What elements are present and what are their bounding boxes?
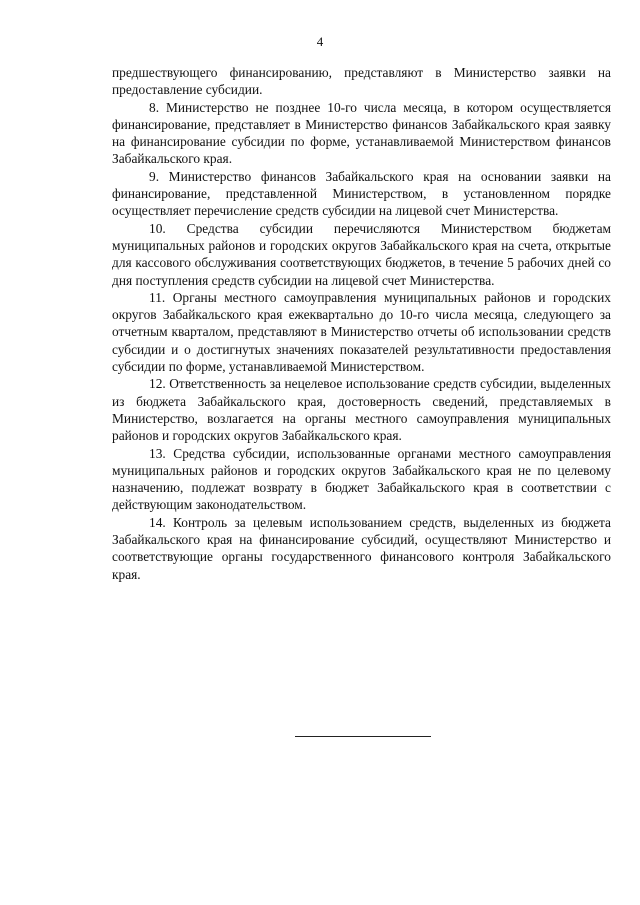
document-body <box>112 64 611 583</box>
paragraph-11: 11. Органы местного самоуправления муниципальных районов и городских округов Забайкальского края ежеквартально до 10-го числа месяца, следующего за отчетным кварталом, представляют в Министерство отчеты об использовании средств субсидии и о достигнутых значениях показателей результативности предоставления субсидии по форме, устанавливаемой Министерством. <box>112 289 611 375</box>
paragraph-13: 13. Средства субсидии, использованные органами местного самоуправления муниципальных районов и городских округов Забайкальского края не по целевому назначению, подлежат возврату в бюджет Забайкальского края в соответствии с действующим законодательством. <box>112 445 611 513</box>
paragraph-8: 8. Министерство не позднее 10-го числа месяца, в котором осуществляется финансирование, представляет в Министерство финансов Забайкальского края заявку на финансирование субсидии по форме, устанавливаемой Министерством финансов Забайкальского края. <box>112 99 611 167</box>
paragraph-14: 14. Контроль за целевым использованием средств, выделенных из бюджета Забайкальского края на финансирование субсидий, осуществляют Министерство и соответствующие органы государственного финансового контроля Забайкальского края. <box>112 514 611 582</box>
paragraph-continuation: предшествующего финансированию, представляют в Министерство заявки на предоставление субсидии. <box>112 65 611 98</box>
paragraph-10: 10. Средства субсидии перечисляются Министерством бюджетам муниципальных районов и городских округов Забайкальского края на счета, открытые для кассового обслуживания соответствующих бюджетов, в течение 5 рабочих дней со дня поступления средств субсидии на лицевой счет Министерства. <box>112 220 611 288</box>
closing-divider-line <box>295 736 431 737</box>
page-number: 4 <box>316 34 324 49</box>
paragraph-9: 9. Министерство финансов Забайкальского края на основании заявки на финансирование, представленной Министерством, в установленном порядке осуществляет перечисление средств субсидии на лицевой счет Министерства. <box>112 168 611 219</box>
paragraph-12: 12. Ответственность за нецелевое использование средств субсидии, выделенных из бюджета Забайкальского края, достоверность сведений, представляемых в Министерство, возлагается на органы местного самоуправления муниципальных районов и городских округов Забайкальского края. <box>112 376 611 444</box>
